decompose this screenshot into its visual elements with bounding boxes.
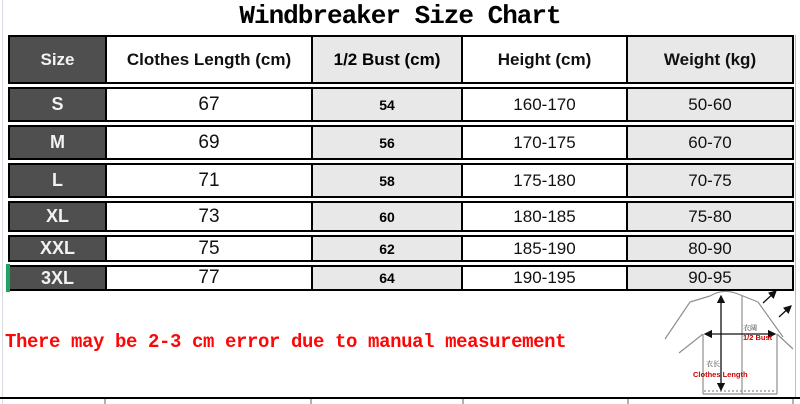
- cell-bust: 64: [311, 265, 461, 291]
- table-row-xxl: [8, 235, 794, 262]
- cell-height: 190-195: [461, 265, 626, 291]
- cell-bust: 54: [311, 87, 461, 122]
- cell-clothes-length: 77: [105, 265, 311, 291]
- cell-size: XL: [8, 201, 105, 232]
- cell-size: L: [8, 163, 105, 198]
- measurement-note: There may be 2-3 cm error due to manual measurement: [5, 331, 567, 353]
- bottom-divider: [0, 397, 800, 399]
- column-header-bust: 1/2 Bust (cm): [311, 35, 461, 84]
- table-row-3xl: [8, 265, 794, 291]
- cell-size: XXL: [8, 235, 105, 262]
- cell-clothes-length: 73: [105, 201, 311, 232]
- table-row-m: [8, 125, 794, 160]
- cell-clothes-length: 71: [105, 163, 311, 198]
- cell-clothes-length: 69: [105, 125, 311, 160]
- left-edge-line: [2, 0, 3, 404]
- cell-weight: 75-80: [626, 201, 794, 232]
- cell-size: 3XL: [8, 265, 105, 291]
- grid-tick: [462, 399, 464, 404]
- grid-tick: [792, 399, 794, 404]
- column-header-size: Size: [8, 35, 105, 84]
- row-selection-marker: [6, 264, 10, 292]
- cell-height: 160-170: [461, 87, 626, 122]
- page-title: Windbreaker Size Chart: [239, 1, 561, 31]
- table-row-xl: [8, 201, 794, 232]
- sleeve-arrow: [763, 291, 776, 303]
- cell-bust: 56: [311, 125, 461, 160]
- cell-size: S: [8, 87, 105, 122]
- cell-size: M: [8, 125, 105, 160]
- cell-weight: 90-95: [626, 265, 794, 291]
- cell-height: 180-185: [461, 201, 626, 232]
- cell-bust: 60: [311, 201, 461, 232]
- length-label-cn: 衣长: [706, 361, 720, 368]
- cell-bust: 58: [311, 163, 461, 198]
- cell-clothes-length: 75: [105, 235, 311, 262]
- column-header-clothes-length: Clothes Length (cm): [105, 35, 311, 84]
- table-header-row: [8, 35, 794, 84]
- cell-weight: 60-70: [626, 125, 794, 160]
- bust-label-en: 1/2 Bust: [743, 333, 773, 342]
- column-header-weight: Weight (kg): [626, 35, 794, 84]
- bust-label-cn: 衣阔: [743, 325, 757, 332]
- grid-tick: [310, 399, 312, 404]
- cell-bust: 62: [311, 235, 461, 262]
- cell-height: 170-175: [461, 125, 626, 160]
- grid-tick: [627, 399, 629, 404]
- table-row-s: [8, 87, 794, 122]
- column-header-height: Height (cm): [461, 35, 626, 84]
- cell-weight: 70-75: [626, 163, 794, 198]
- garment-measurement-diagram: [659, 289, 799, 399]
- cell-weight: 80-90: [626, 235, 794, 262]
- table-row-l: [8, 163, 794, 198]
- length-label-en: Clothes Length: [693, 370, 748, 379]
- grid-tick: [104, 399, 106, 404]
- cell-weight: 50-60: [626, 87, 794, 122]
- cell-height: 185-190: [461, 235, 626, 262]
- cell-clothes-length: 67: [105, 87, 311, 122]
- cell-height: 175-180: [461, 163, 626, 198]
- size-table: [8, 35, 794, 291]
- sleeve-arrow: [779, 306, 791, 317]
